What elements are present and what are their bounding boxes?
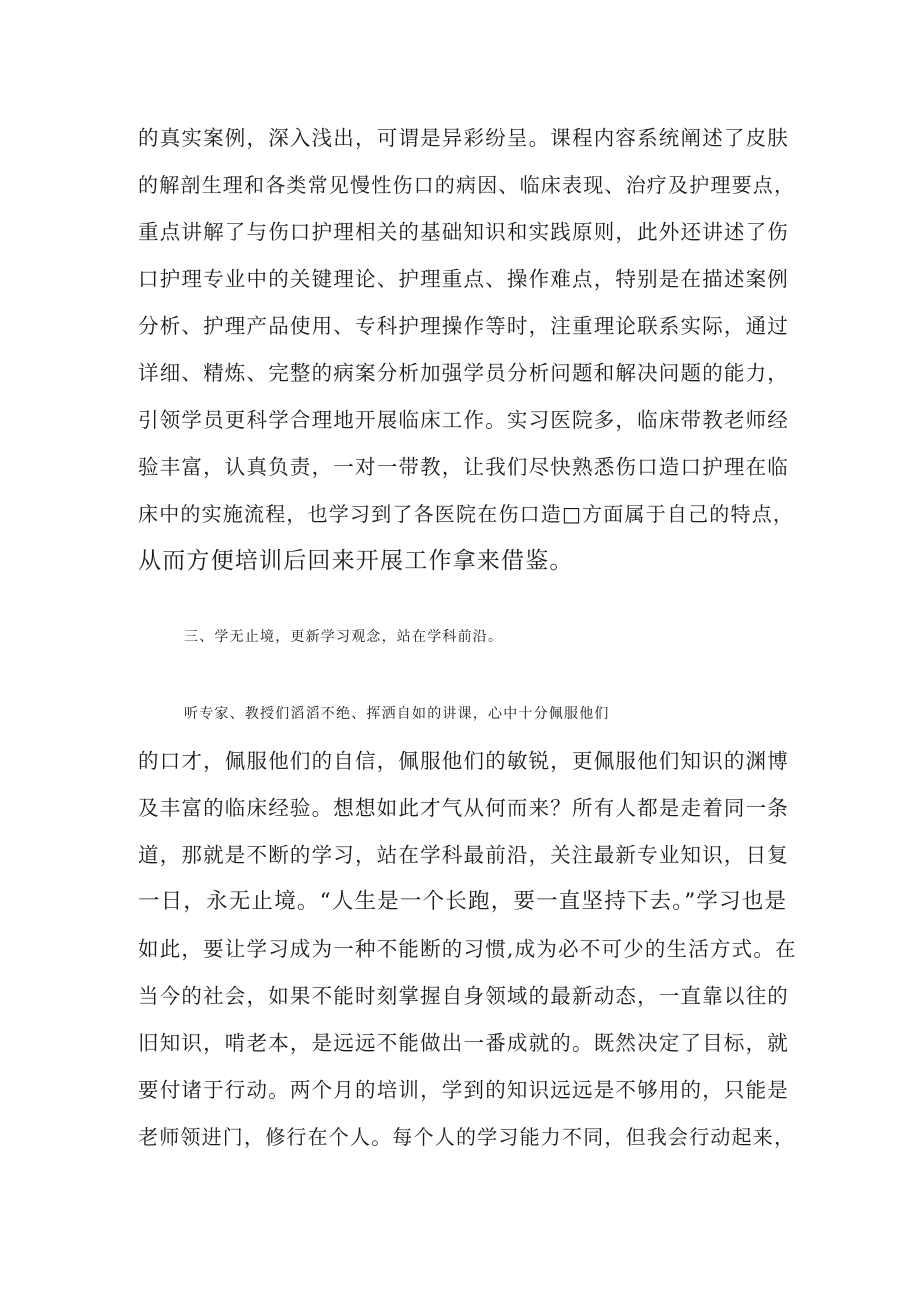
paragraph-2-line: 要付诸于行动。两个月的培训，学到的知识远远是不够用的，只能是 [138, 1078, 789, 1102]
paragraph-2-line: 当今的社会，如果不能时刻掌握自身领域的最新动态，一直靠以往的 [138, 984, 789, 1008]
paragraph-1-line: 的解剖生理和各类常见慢性伤口的病因、临床表现、治疗及护理要点， [138, 173, 796, 197]
paragraph-1-line: 床中的实施流程，也学习到了各医院在伤口造□方面属于自己的特点， [138, 502, 795, 526]
section-heading: 三、学无止境，更新学习观念，站在学科前沿。 [184, 629, 504, 645]
paragraph-1-line: 详细、精炼、完整的病案分析加强学员分析问题和解决问题的能力， [138, 361, 789, 385]
paragraph-1-line: 验丰富，认真负责，一对一带教，让我们尽快熟悉伤口造口护理在临 [138, 455, 789, 479]
paragraph-1-line: 引领学员更科学合理地开展临床工作。实习医院多，临床带教老师经 [138, 408, 789, 432]
paragraph-1-line: 重点讲解了与伤口护理相关的基础知识和实践原则，此外还讲述了伤 [138, 220, 789, 244]
paragraph-1-line: 的真实案例，深入浅出，可谓是异彩纷呈。课程内容系统阐述了皮肤 [138, 126, 789, 150]
paragraph-2-line: 及丰富的临床经验。想想如此才气从何而来？所有人都是走着同一条 [138, 796, 789, 820]
paragraph-2-line: 听专家、教授们滔滔不绝、挥洒自如的讲课，心中十分佩服他们 [184, 706, 610, 722]
paragraph-2-line: 如此，要让学习成为一种不能断的习惯,成为必不可少的生活方式。在 [138, 937, 797, 961]
paragraph-2-line: 的口才，佩服他们的自信，佩服他们的敏锐，更佩服他们知识的渊博 [138, 749, 789, 773]
paragraph-2-line: 一日，永无止境。“人生是一个长跑，要一直坚持下去。”学习也是 [138, 889, 788, 914]
paragraph-2-line: 老师领进门，修行在个人。每个人的学习能力不同，但我会行动起来， [138, 1125, 796, 1149]
paragraph-1-line: 从而方便培训后回来开展工作拿来借鉴。 [138, 548, 574, 574]
paragraph-1-line: 口护理专业中的关键理论、护理重点、操作难点，特别是在描述案例 [138, 267, 789, 291]
paragraph-2-line: 旧知识，啃老本，是远远不能做出一番成就的。既然决定了目标，就 [138, 1031, 789, 1055]
paragraph-2-line: 道，那就是不断的学习，站在学科最前沿，关注最新专业知识，日复 [138, 843, 789, 867]
paragraph-1-line: 分析、护理产品使用、专科护理操作等时，注重理论联系实际，通过 [138, 314, 789, 338]
